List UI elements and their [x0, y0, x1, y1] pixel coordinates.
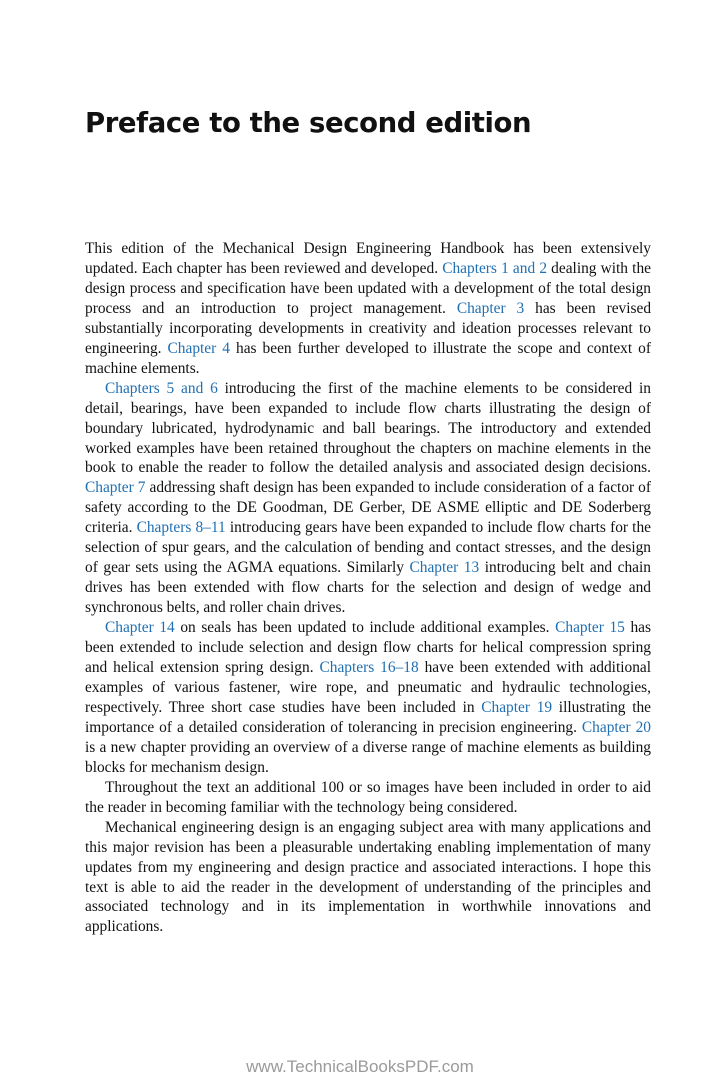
- paragraph-text: introducing gears have been expanded to include flow charts for the selection of spur gears, and the calculation of bending and contact stresses, and the design of gear sets using the AGMA equations. Similarly: [85, 519, 651, 577]
- paragraph-text: have been extended with additional examples of various fastener, wire rope, and pneumatic and hydraulic technologies, respectively. Three short case studies have been included in: [85, 659, 651, 716]
- chapter-link[interactable]: Chapters 1 and 2: [442, 259, 548, 277]
- chapter-link[interactable]: Chapter 14: [105, 619, 175, 637]
- chapter-link[interactable]: Chapter 13: [409, 559, 480, 577]
- preface-paragraph: [85, 818, 651, 938]
- paragraph-text: addressing shaft design has been expanded to include consideration of a factor of safety according to the DE Goodman, DE Gerber, DE ASME elliptic and DE Soderberg criteria.: [85, 479, 651, 537]
- chapter-link[interactable]: Chapter 3: [456, 299, 525, 317]
- paragraph-text: is a new chapter providing an overview of a diverse range of machine elements as building blocks for mechanism design.: [85, 738, 651, 776]
- paragraph-text: introducing belt and chain drives has been extended with flow charts for the selection and design of wedge and synchronous belts, and roller chain drives.: [85, 559, 651, 617]
- chapter-link[interactable]: Chapters 8–11: [136, 519, 226, 537]
- paragraph-text: has been revised substantially incorporating developments in creativity and ideation processes relevant to engineering.: [85, 299, 652, 357]
- footer-watermark: www.TechnicalBooksPDF.com: [246, 1057, 474, 1076]
- paragraph-text: introducing the first of the machine elements to be considered in detail, bearings, have been expanded to include flow charts illustrating the design of boundary lubricated, hydrodynamic and ball bearings. The introductory and extended worked examples have been retained throughout the chapters on machine elements in the book to enable the reader to follow the detailed analysis and associated design decisions.: [85, 379, 651, 477]
- paragraph-text: dealing with the design process and specification have been updated with a development of the total design process and an introduction to project management.: [85, 259, 651, 317]
- chapter-link[interactable]: Chapter 15: [555, 619, 625, 637]
- page-title: Preface to the second edition: [85, 107, 532, 139]
- preface-paragraph: [85, 239, 651, 379]
- paragraph-text: Mechanical engineering design is an engaging subject area with many applications and this major revision has been a pleasurable undertaking enabling implementation of many updates from my engineering and design practice and associated interactions. I hope this text is able to aid the reader in the development of understanding of the principles and associated technology and in its implementation in worthwhile innovations and applications.: [85, 818, 651, 936]
- paragraph-text: illustrating the importance of a detailed consideration of tolerancing in precision engineering.: [85, 698, 651, 736]
- chapter-link[interactable]: Chapters 16–18: [319, 659, 419, 677]
- paragraph-text: This edition of the Mechanical Design Engineering Handbook has been extensively updated. Each chapter has been reviewed and developed.: [85, 240, 651, 277]
- preface-paragraph: [85, 379, 651, 618]
- preface-paragraph: [85, 778, 651, 818]
- paragraph-text: has been extended to include selection and design flow charts for helical compression spring and helical extension spring design.: [85, 619, 651, 677]
- chapter-link[interactable]: Chapter 7: [85, 479, 146, 497]
- chapter-link[interactable]: Chapter 4: [167, 339, 230, 357]
- preface-body: [85, 239, 651, 937]
- preface-paragraph: [85, 618, 651, 778]
- chapter-link[interactable]: Chapter 20: [581, 718, 651, 736]
- chapter-link[interactable]: Chapter 19: [481, 698, 553, 716]
- paragraph-text: Throughout the text an additional 100 or so images have been included in order to aid the reader in becoming familiar with the technology being considered.: [85, 778, 651, 816]
- chapter-link[interactable]: Chapters 5 and 6: [105, 379, 218, 397]
- paragraph-text: on seals has been updated to include additional examples.: [174, 619, 556, 637]
- paragraph-text: has been further developed to illustrate the scope and context of machine elements.: [85, 339, 652, 377]
